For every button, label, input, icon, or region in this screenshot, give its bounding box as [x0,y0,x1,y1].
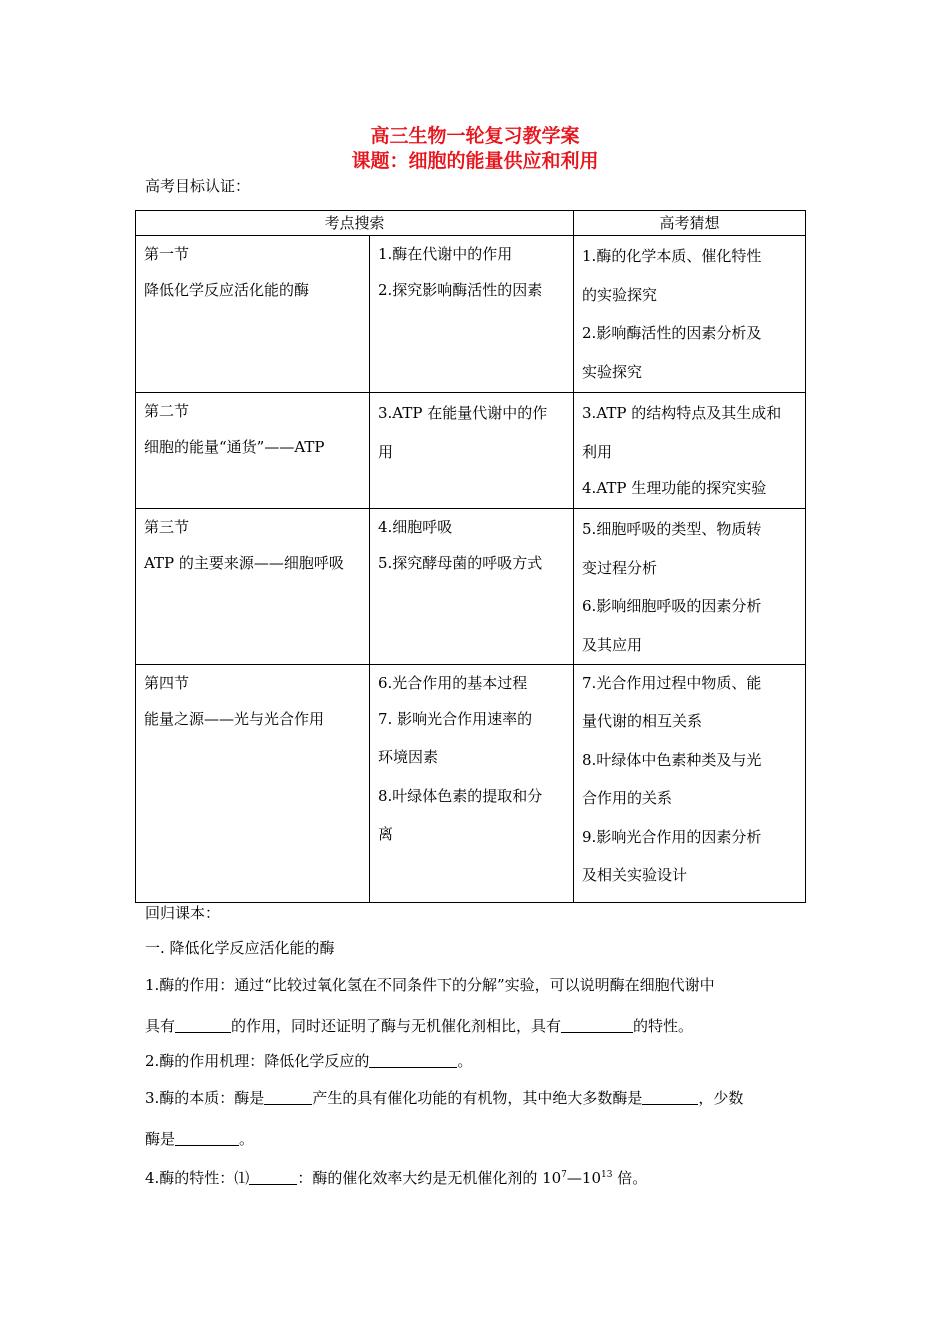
fill-blank[interactable] [264,1088,312,1105]
guess-line: 6.影响细胞呼吸的因素分析 [582,597,762,615]
text-span: 具有 [145,1017,176,1035]
guess-line: 2.影响酶活性的因素分析及 [582,324,762,342]
page-title: 高三生物一轮复习教学案 [370,125,580,147]
guess-line: 的实验探究 [582,286,658,304]
intro-label: 高考目标认证： [145,177,251,195]
guess-line: 1.酶的化学本质、催化特性 [582,247,762,265]
guess-line: 7.光合作用过程中物质、能 [582,674,762,692]
table-row [136,509,806,665]
table-row [136,665,806,903]
guess-line: 3.ATP 的结构特点及其生成和 [582,404,782,422]
guess-line: 5.细胞呼吸的类型、物质转 [582,520,762,538]
fill-blank[interactable] [642,1088,698,1105]
point-item: 5.探究酵母菌的呼吸方式 [378,554,543,572]
guesses-cell [574,509,806,665]
exam-points-table [135,210,806,903]
section-number: 第一节 [144,245,190,263]
section-title: 能量之源——光与光合作用 [144,710,325,728]
text-span: 的作用，同时还证明了酶与无机催化剂相比，具有 [231,1017,562,1035]
paragraph-line [145,1165,647,1188]
point-item: 1.酶在代谢中的作用 [378,245,513,263]
fill-blank[interactable] [561,1016,633,1033]
point-item: 3.ATP 在能量代谢中的作 [378,404,548,422]
section-cell [136,236,370,393]
section-title: 细胞的能量“通货”——ATP [144,438,325,456]
point-item: 7. 影响光合作用速率的 [378,710,533,728]
guesses-cell [574,393,806,509]
guesses-cell [574,665,806,903]
text-span: 倍。 [612,1169,648,1187]
paragraph-line [145,975,715,995]
text-span: 产生的具有催化功能的有机物，其中绝大多数酶是 [312,1089,643,1107]
points-cell [370,393,574,509]
fill-blank[interactable] [175,1016,231,1033]
point-item: 用 [378,443,394,461]
section-heading: 一. 降低化学反应活化能的酶 [145,939,335,957]
point-item: 8.叶绿体色素的提取和分 [378,787,543,805]
point-item: 2.探究影响酶活性的因素 [378,281,543,299]
guess-line: 及相关实验设计 [582,866,688,884]
text-span: 。 [239,1130,255,1148]
section-cell [136,665,370,903]
section-cell [136,393,370,509]
text-span: 。 [457,1052,473,1070]
guess-line: 利用 [582,443,613,461]
section-number: 第三节 [144,518,190,536]
paragraph-line [145,1051,472,1071]
section-title: 降低化学反应活化能的酶 [144,281,310,299]
guess-line: 实验探究 [582,363,643,381]
text-span: 4.酶的特性：⑴ [145,1169,250,1187]
text-span: 1.酶的作用：通过“比较过氧化氢在不同条件下的分解”实验，可以说明酶在细胞代谢中 [145,976,715,994]
exponent: 13 [601,1170,613,1180]
text-span: 的特性。 [633,1017,694,1035]
guesses-cell [574,236,806,393]
point-item: 6.光合作用的基本过程 [378,674,528,692]
section-number: 第二节 [144,402,190,420]
paragraph-line [145,1088,743,1108]
table-row [136,393,806,509]
section-number: 第四节 [144,674,190,692]
guess-line: 及其应用 [582,636,643,654]
header-exam-points: 考点搜索 [136,211,574,236]
table-row [136,236,806,393]
point-item: 离 [378,825,394,843]
paragraph-line [145,1129,254,1149]
guess-line: 量代谢的相互关系 [582,712,703,730]
text-span: ，少数 [698,1089,744,1107]
points-cell [370,665,574,903]
point-item: 4.细胞呼吸 [378,518,453,536]
guess-line: 4.ATP 生理功能的探究实验 [582,479,767,497]
guess-line: 8.叶绿体中色素种类及与光 [582,751,762,769]
page-subtitle: 课题：细胞的能量供应和利用 [351,150,599,172]
text-span: 酶是 [145,1130,176,1148]
section-title: ATP 的主要来源——细胞呼吸 [144,554,344,572]
table-header-row [136,211,806,236]
fill-blank[interactable] [175,1129,239,1146]
point-item: 环境因素 [378,748,439,766]
guess-line: 合作用的关系 [582,789,673,807]
text-span: 3.酶的本质：酶是 [145,1089,265,1107]
exponent: 7 [561,1170,567,1180]
points-cell [370,509,574,665]
text-span: 2.酶的作用机理：降低化学反应的 [145,1052,370,1070]
text-span: ：酶的催化效率大约是无机催化剂的 10 [297,1169,562,1187]
points-cell [370,236,574,393]
guess-line: 9.影响光合作用的因素分析 [582,828,762,846]
text-span: —10 [566,1169,601,1187]
fill-blank[interactable] [369,1051,457,1068]
guess-line: 变过程分析 [582,559,658,577]
fill-blank[interactable] [249,1168,297,1185]
section-cell [136,509,370,665]
header-exam-guesses: 高考猜想 [574,211,806,236]
review-label: 回归课本： [145,904,221,922]
paragraph-line [145,1016,693,1036]
